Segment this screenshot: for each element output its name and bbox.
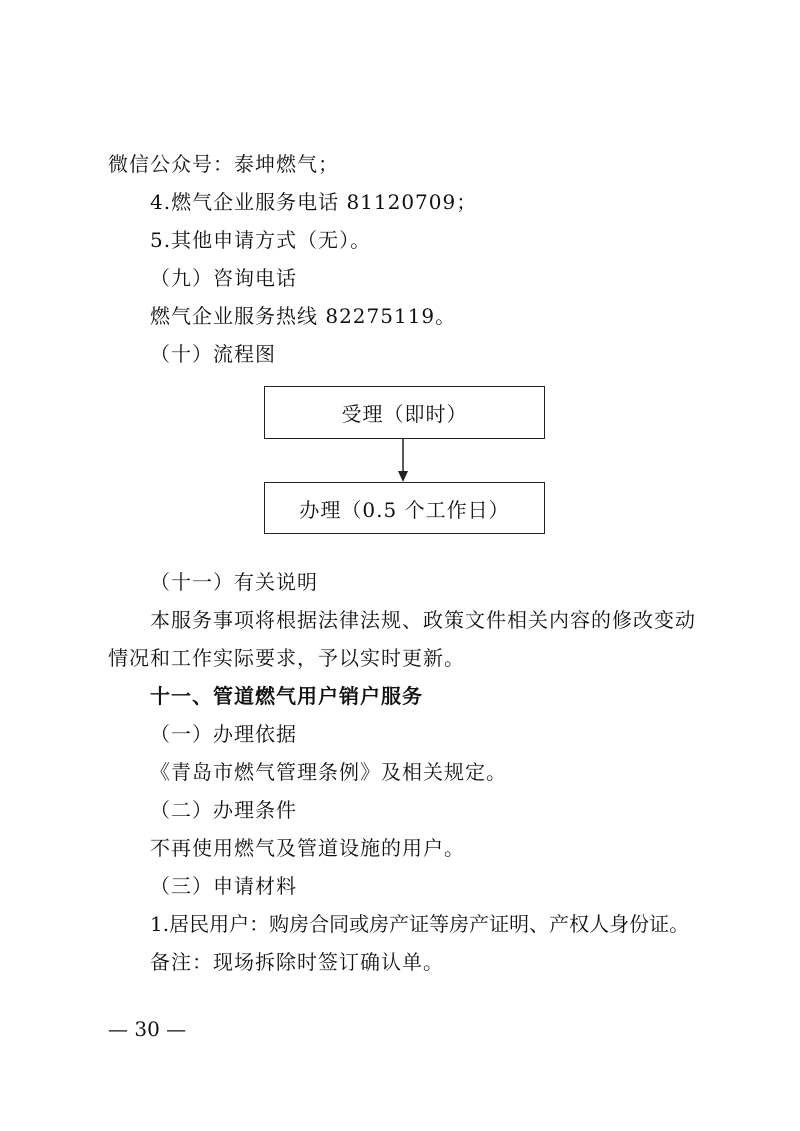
text-line-service-phone: 4.燃气企业服务电话 81120709； [150, 190, 478, 214]
flowchart-step-process [264, 482, 545, 534]
text-line-notes-2: 情况和工作实际要求，予以实时更新。 [108, 646, 465, 670]
subheading-basis: （一）办理依据 [150, 722, 297, 746]
subheading-consult-phone: （九）咨询电话 [150, 266, 297, 290]
text-line-hotline: 燃气企业服务热线 82275119。 [150, 304, 457, 328]
subheading-flowchart: （十）流程图 [150, 342, 276, 366]
text-line-materials-1: 1.居民用户：购房合同或房产证等房产证明、产权人身份证。 [150, 912, 690, 936]
subheading-notes: （十一）有关说明 [150, 570, 318, 594]
text-line-other-methods: 5.其他申请方式（无）。 [150, 228, 372, 252]
text-line-notes-1: 本服务事项将根据法律法规、政策文件相关内容的修改变动 [150, 608, 696, 632]
flowchart-step-accept [264, 386, 545, 439]
section-heading: 十一、管道燃气用户销户服务 [150, 684, 423, 708]
text-line-conditions: 不再使用燃气及管道设施的用户。 [150, 836, 465, 860]
text-line-wechat: 微信公众号：泰坤燃气； [108, 152, 339, 176]
text-line-basis: 《青岛市燃气管理条例》及相关规定。 [150, 760, 507, 784]
subheading-materials: （三）申请材料 [150, 874, 297, 898]
text-line-remark: 备注：现场拆除时签订确认单。 [150, 950, 444, 974]
flowchart-step-process-label: 办理（0.5 个工作日） [299, 497, 510, 522]
flowchart-step-accept-label: 受理（即时） [341, 402, 468, 426]
page-number: — 30 — [108, 1017, 187, 1041]
flowchart-arrow-icon [396, 439, 410, 483]
subheading-conditions: （二）办理条件 [150, 798, 297, 822]
